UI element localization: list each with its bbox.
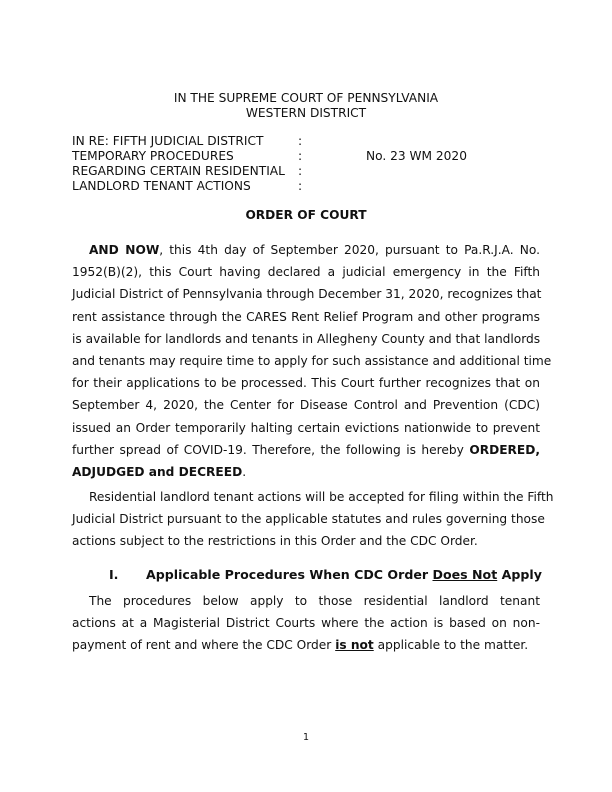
text-span: further spread of COVID-19. Therefore, the following is hereby [72,442,470,457]
caption-colon: : [298,134,303,148]
text-line [72,439,540,461]
page-number: 1 [302,732,310,743]
text-span: , this 4th day of September 2020, pursuant to Pa.R.J.A. No. [159,243,540,257]
text-span: Applicable Procedures When CDC Order [146,567,433,582]
text-span: payment of rent and where the CDC Order [72,638,336,653]
text-line: issued an Order temporarily halting certain evictions nationwide to prevent [72,420,540,435]
paragraph-order-preamble [72,239,552,483]
text-line [72,461,540,483]
text-span: Apply [497,567,542,582]
text-line: actions subject to the restrictions in this Order and the CDC Order. [72,534,478,549]
ordered-text: ORDERED, [469,442,540,457]
text-line: Judicial District of Pennsylvania through December 31, 2020, recognizes that [72,287,542,302]
text-line: rent assistance through the CARES Rent Relief Program and other programs [72,309,540,324]
text-line: is available for landlords and tenants in Allegheny County and that landlords [72,331,541,346]
order-title: ORDER OF COURT [245,208,367,222]
text-line: for their applications to be processed. This Court further recognizes that on [72,376,540,391]
caption-colon: : [298,149,303,163]
text-line: and tenants may require time to apply for such assistance and additional time [72,353,552,368]
adjudged-decreed-text: ADJUDGED and DECREED [72,464,243,479]
caption-text: LANDLORD TENANT ACTIONS [72,179,251,193]
underlined-text: is not [335,638,374,653]
section-title [146,567,542,582]
text-line [72,239,540,261]
caption-colon: : [298,164,303,178]
court-district: WESTERN DISTRICT [245,106,367,120]
caption-text: IN RE: FIFTH JUDICIAL DISTRICT [72,134,264,148]
court-name: IN THE SUPREME COURT OF PENNSYLVANIA [173,91,439,105]
caption-text: TEMPORARY PROCEDURES [72,149,234,163]
text-span: The procedures below apply to those residential landlord tenant [89,594,540,608]
text-span: . [242,464,247,479]
section-number: I. [109,567,119,582]
docket-number: No. 23 WM 2020 [366,149,467,163]
text-line [72,634,540,656]
text-line: Judicial District pursuant to the applicable statutes and rules governing those [72,512,545,527]
text-span: applicable to the matter. [373,638,529,653]
paragraph-filing-acceptance [72,486,554,553]
text-line [72,486,554,508]
text-line: 1952(B)(2), this Court having declared a judicial emergency in the Fifth [72,265,540,280]
and-now-lead: AND NOW [89,243,160,257]
text-span: Residential landlord tenant actions will be accepted for filing within the Fifth [89,490,554,504]
caption-colon: : [298,179,303,193]
text-line: September 4, 2020, the Center for Disease Control and Prevention (CDC) [72,398,540,413]
caption-text: REGARDING CERTAIN RESIDENTIAL [72,164,285,178]
paragraph-procedures [72,590,540,657]
text-line [72,590,540,612]
underlined-text: Does Not [432,567,498,582]
text-line: actions at a Magisterial District Courts where the action is based on non- [72,616,540,631]
